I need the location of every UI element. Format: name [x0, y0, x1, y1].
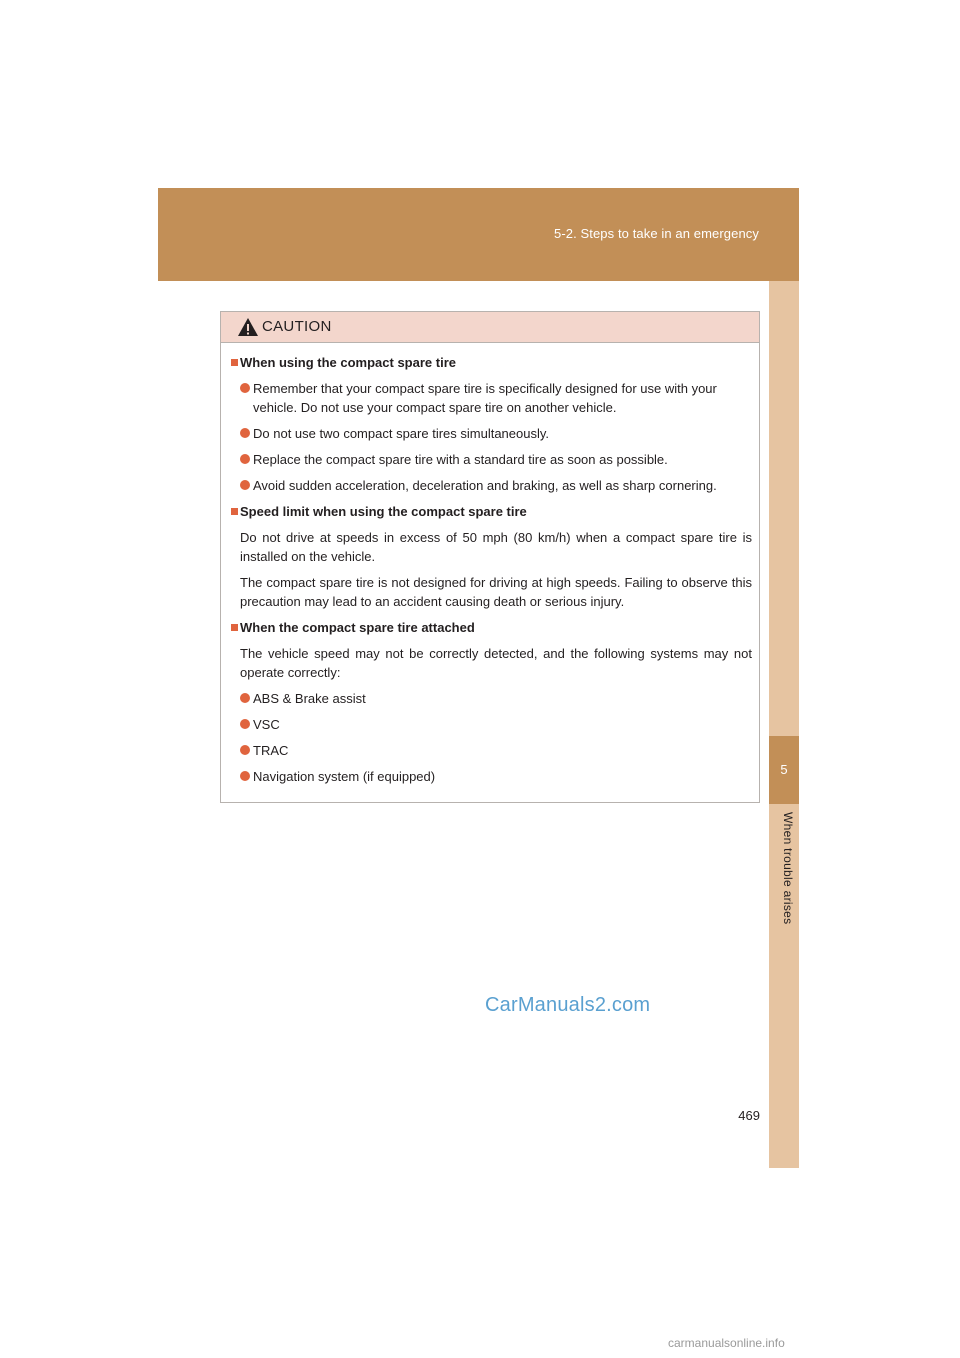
bullet-dot-icon [240, 771, 250, 781]
bullet-dot-icon [240, 480, 250, 490]
list-item: Navigation system (if equipped) [231, 767, 752, 786]
caution-header [221, 312, 759, 343]
list-item: Do not use two compact spare tires simultaneously. [231, 424, 752, 443]
section-title: 5-2. Steps to take in an emergency [553, 226, 759, 241]
section-heading: Speed limit when using the compact spare tire [231, 502, 752, 521]
bullet-dot-icon [240, 428, 250, 438]
list-item: VSC [231, 715, 752, 734]
list-item: Avoid sudden acceleration, deceleration and braking, as well as sharp cornering. [231, 476, 752, 495]
footer-watermark: carmanualsonline.info [668, 1336, 785, 1350]
square-bullet-icon [231, 508, 238, 515]
watermark-link[interactable]: CarManuals2.com [485, 994, 651, 1016]
caution-title: CAUTION [262, 318, 332, 335]
list-item: TRAC [231, 741, 752, 760]
warning-icon [237, 317, 259, 337]
section-heading: When using the compact spare tire [231, 353, 752, 372]
bullet-dot-icon [240, 383, 250, 393]
chapter-title: When trouble arises [781, 812, 795, 925]
bullet-dot-icon [240, 454, 250, 464]
square-bullet-icon [231, 624, 238, 631]
bullet-dot-icon [240, 719, 250, 729]
paragraph: Do not drive at speeds in excess of 50 mph (80 km/h) when a compact spare tire is installed on the vehicle. [240, 530, 752, 564]
caution-box [220, 311, 760, 803]
list-item: Remember that your compact spare tire is specifically designed for use with your vehicle. Do not use your compact spare tire on another vehicle. [231, 379, 752, 417]
header-band [158, 188, 799, 281]
page-number: 469 [738, 1108, 760, 1123]
paragraph: The vehicle speed may not be correctly detected, and the following systems may not operate correctly: [240, 646, 752, 680]
paragraph: The compact spare tire is not designed for driving at high speeds. Failing to observe this precaution may lead to an accident causing death or serious injury. [240, 575, 752, 609]
list-item: Replace the compact spare tire with a standard tire as soon as possible. [231, 450, 752, 469]
bullet-dot-icon [240, 693, 250, 703]
square-bullet-icon [231, 359, 238, 366]
bullet-dot-icon [240, 745, 250, 755]
list-item: ABS & Brake assist [231, 689, 752, 708]
section-heading: When the compact spare tire attached [231, 618, 752, 637]
chapter-tab [769, 736, 799, 804]
chapter-number: 5 [780, 762, 788, 777]
side-strip [769, 281, 799, 1168]
caution-body [221, 343, 759, 786]
